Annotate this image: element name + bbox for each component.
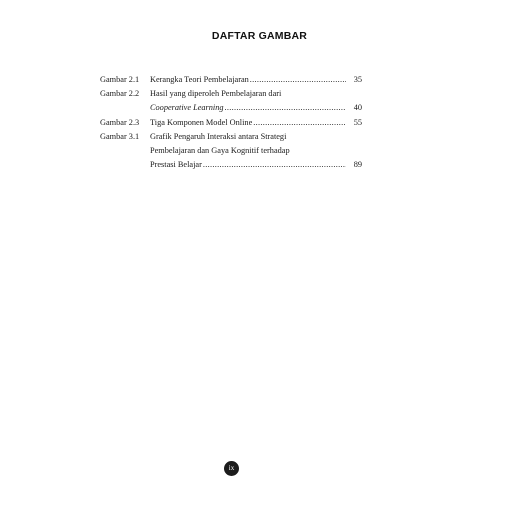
figure-caption: Grafik Pengaruh Interaksi antara Strategi <box>150 131 287 141</box>
figure-caption: Tiga Komponen Model Online <box>150 117 253 127</box>
dot-leader <box>253 116 346 130</box>
list-of-figures <box>100 73 362 172</box>
figure-entry-3-1[interactable] <box>100 130 362 173</box>
figure-caption-continued: Prestasi Belajar <box>150 160 202 170</box>
figure-page-number: 40 <box>353 103 362 113</box>
figure-label: Gambar 2.3 <box>100 117 140 127</box>
dot-leader <box>203 158 346 172</box>
figure-page-number: 35 <box>353 75 362 84</box>
figure-caption: Kerangka Teori Pembelajaran <box>150 75 249 84</box>
figure-entry-2-1[interactable] <box>100 73 362 87</box>
figure-label: Gambar 2.2 <box>100 89 140 99</box>
page-number-badge: ix <box>224 461 239 476</box>
figure-page-number: 89 <box>353 160 362 170</box>
figure-label: Gambar 3.1 <box>100 131 140 141</box>
figure-caption-continued: Cooperative Learning <box>150 103 224 113</box>
figure-caption: Hasil yang diperoleh Pembelajaran dari <box>150 89 282 99</box>
figure-page-number: 55 <box>353 117 362 127</box>
figure-label: Gambar 2.1 <box>100 75 140 84</box>
figure-entry-2-2[interactable] <box>100 87 362 115</box>
dot-leader <box>250 73 346 87</box>
dot-leader <box>225 101 346 115</box>
figure-caption-continued: Pembelajaran dan Gaya Kognitif terhadap <box>150 146 290 156</box>
page-title: DAFTAR GAMBAR <box>211 30 308 42</box>
figure-entry-2-3[interactable] <box>100 116 362 130</box>
